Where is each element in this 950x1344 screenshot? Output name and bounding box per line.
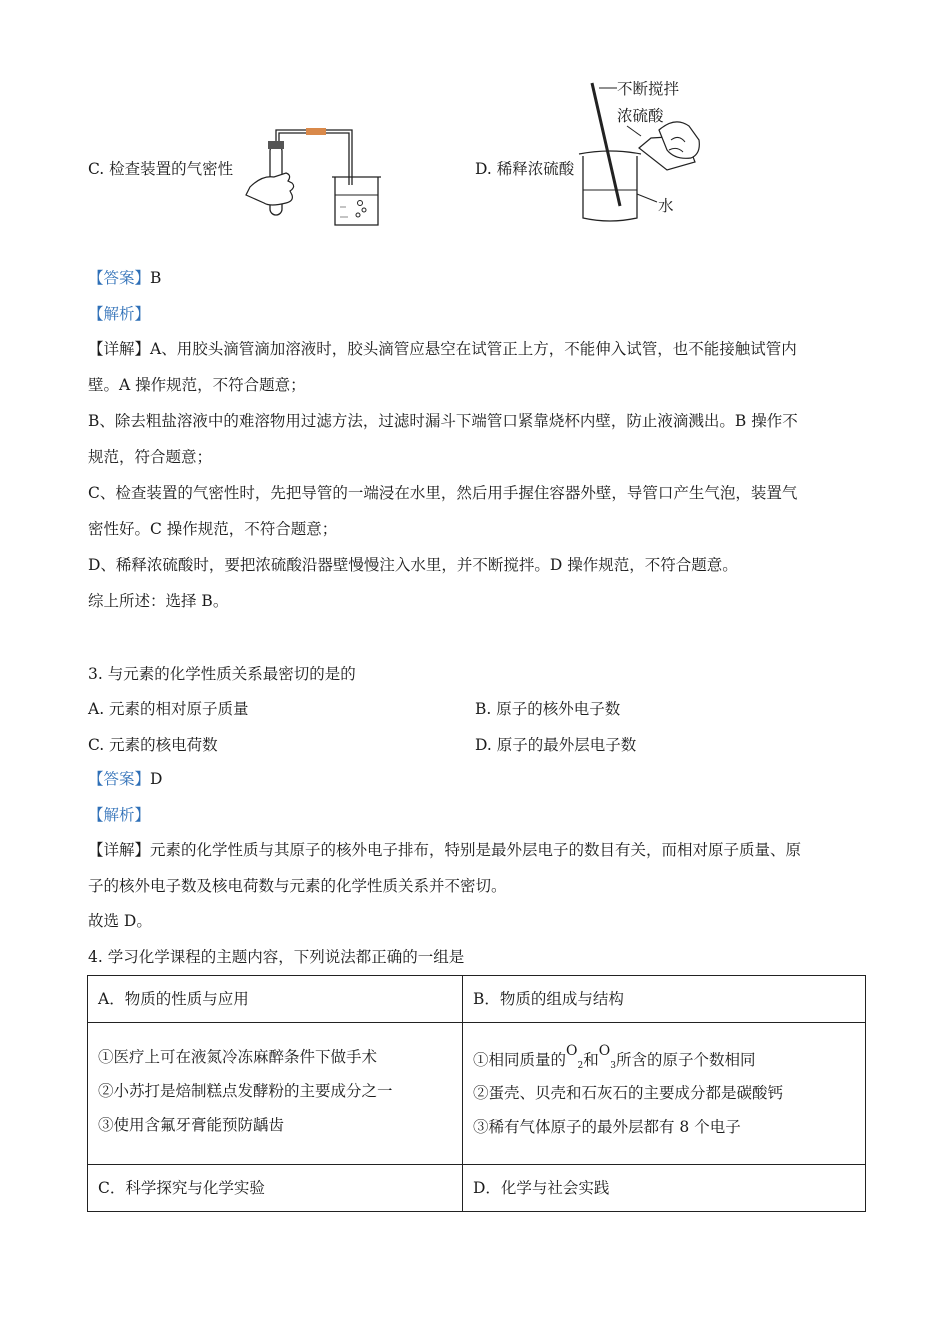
q4-options-table: [87, 975, 866, 1212]
q4-cell-a-items: [88, 1023, 463, 1165]
q2-detail-line-3: B、除去粗盐溶液中的难溶物用过滤方法，过滤时漏斗下端管口紧靠烧杯内壁，防止液滴溅出。B 操作不: [88, 412, 798, 430]
q3-conclusion: 故选 D。: [88, 912, 152, 930]
option-c-label: C. 检查装置的气密性: [88, 160, 234, 178]
list-item: ③使用含氟牙膏能预防龋齿: [98, 1116, 285, 1134]
q4-cell-c-header: C．科学探究与化学实验: [88, 1165, 463, 1212]
q2-conclusion: 综上所述：选择 B。: [88, 592, 229, 610]
detail-tag: 【详解】: [88, 841, 151, 859]
analysis-tag: 【解析】: [88, 806, 151, 824]
detail-tag: 【详解】: [88, 340, 151, 358]
answer-value: B: [150, 269, 162, 287]
list-item: ①相同质量的$O_2$和$O_3$所含的原子个数相同: [473, 1043, 756, 1071]
q2-detail-line-7: D、稀释浓硫酸时，要把浓硫酸沿器壁慢慢注入水里，并不断搅拌。D 操作规范，不符合题意。: [88, 556, 738, 574]
label-stir: 不断搅拌: [617, 80, 680, 98]
q2-detail-line-2: 壁。A 操作规范，不符合题意；: [88, 376, 306, 394]
answer-value: D: [150, 770, 163, 788]
q3-detail-line-1: 【详解】元素的化学性质与其原子的核外电子排布，特别是最外层电子的数目有关，而相对原子质量、原: [88, 841, 802, 859]
q3-option-a: A. 元素的相对原子质量: [88, 700, 249, 718]
q3-answer-line: [88, 767, 162, 789]
list-item: ①医疗上可在液氮冷冻麻醉条件下做手术: [98, 1048, 378, 1066]
q3-option-d: D. 原子的最外层电子数: [475, 736, 637, 754]
q3-detail-line-2: 子的核外电子数及核电荷数与元素的化学性质关系并不密切。: [88, 877, 507, 895]
q3-stem: 3. 与元素的化学性质关系最密切的是的: [88, 665, 356, 683]
q2-detail-line-1: 【详解】A、用胶头滴管滴加溶液时，胶头滴管应悬空在试管正上方，不能伸入试管，也不能接触试管内: [88, 340, 797, 358]
list-item: ②蛋壳、贝壳和石灰石的主要成分都是碳酸钙: [473, 1084, 784, 1102]
q2-detail-line-5: C、检查装置的气密性时，先把导管的一端浸在水里，然后用手握住容器外壁，导管口产生气泡，装置气: [88, 484, 798, 502]
list-item: ③稀有气体原子的最外层都有 8 个电子: [473, 1118, 741, 1136]
q2-answer-line: [88, 266, 161, 288]
option-d-label: D. 稀释浓硫酸: [475, 160, 575, 178]
q4-cell-a-header: A．物质的性质与应用: [88, 976, 463, 1023]
q3-option-c: C. 元素的核电荷数: [88, 736, 218, 754]
label-water: 水: [658, 197, 674, 215]
q4-cell-b-header: B．物质的组成与结构: [463, 976, 866, 1023]
answer-tag: 【答案】: [88, 770, 151, 788]
airtightness-apparatus-figure: [240, 125, 385, 230]
q4-cell-b-items: [463, 1023, 866, 1165]
q2-detail-line-4: 规范，符合题意；: [88, 448, 213, 466]
dilute-sulfuric-acid-figure: [575, 78, 710, 226]
label-concentrated-acid: 浓硫酸: [617, 107, 664, 125]
answer-tag: 【答案】: [88, 269, 151, 287]
q4-stem: 4. 学习化学课程的主题内容，下列说法都正确的一组是: [88, 948, 465, 966]
q4-cell-d-header: D．化学与社会实践: [463, 1165, 866, 1212]
analysis-tag: 【解析】: [88, 305, 151, 323]
list-item: ②小苏打是焙制糕点发酵粉的主要成分之一: [98, 1082, 393, 1100]
q2-detail-line-6: 密性好。C 操作规范，不符合题意；: [88, 520, 338, 538]
q3-option-b: B. 原子的核外电子数: [475, 700, 621, 718]
